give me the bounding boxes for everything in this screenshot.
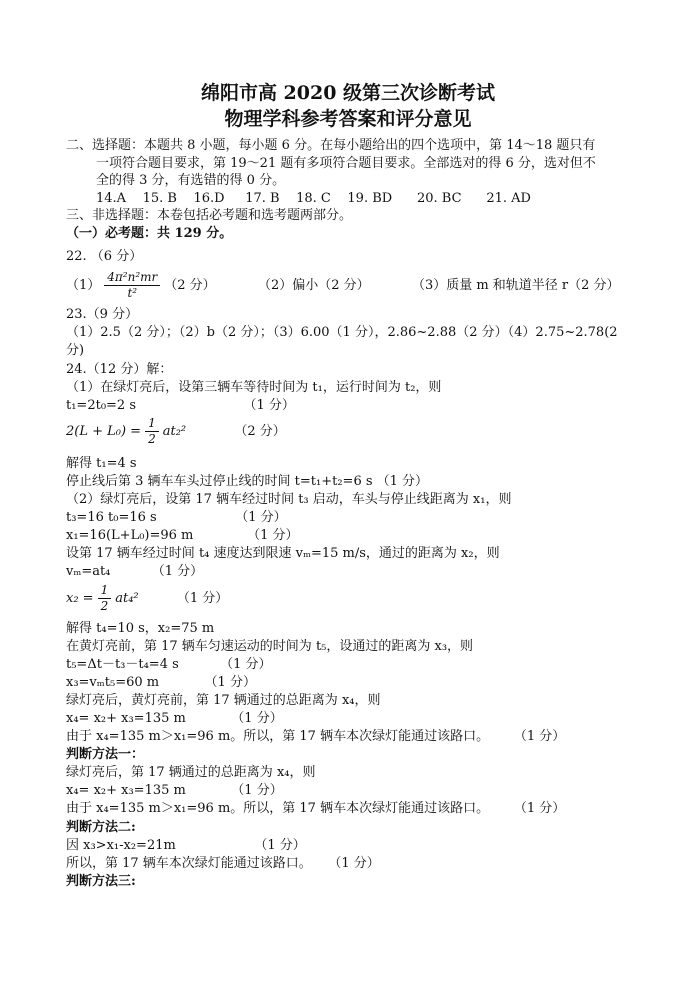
q22-part1-score: （2 分）: [164, 278, 216, 293]
q24-line08: x₁=16(L+L₀)=96 m （1 分）: [66, 528, 299, 543]
section2-intro-1: 二、选择题：本题共 8 小题，每小题 6 分。在每小题给出的四个选项中，第 14～18 题只有: [66, 138, 596, 153]
q24-line07: t₃=16 t₀=16 s （1 分）: [66, 510, 287, 525]
q24-eq1-num: 1: [145, 416, 159, 432]
q22-fraction: [104, 270, 160, 301]
q24-line10: vₘ=at₄ （1 分）: [66, 564, 204, 579]
q22-part3: （3）质量 m 和轨道半径 r（2 分）: [411, 278, 620, 293]
q24-line13: 在黄灯亮前，第 17 辆车匀速运动的时间为 t₅，设通过的距离为 x₃，则: [66, 639, 474, 654]
q24-eq2-num: 1: [98, 583, 112, 599]
q24-line06: （2）绿灯亮后，设第 17 辆车经过时间 t₃ 启动，车头与停止线距离为 x₁，则: [66, 492, 512, 507]
q22-frac-num: 4π²n²mr: [104, 270, 160, 286]
required-heading: （一）必考题：共 129 分。: [66, 226, 233, 241]
q23-head: 23.（9 分）: [66, 307, 139, 322]
q24-line15: x₃=vₘt₅=60 m （1 分）: [66, 675, 256, 690]
doc-title: 绵阳市高 2020 级第三次诊断考试: [200, 82, 496, 104]
doc-subtitle: 物理学科参考答案和评分意见: [224, 108, 472, 130]
q24-line02: t₁=2t₀=2 s （1 分）: [66, 398, 295, 413]
q23-line1: （1）2.5（2 分）；（2）b（2 分）；（3）6.00（1 分），2.86~2.88（2 分）（4）2.75~2.78(2: [66, 325, 618, 340]
q24-line12: 解得 t₄=10 s，x₂=75 m: [66, 621, 215, 636]
q22-frac-den: t²: [127, 286, 138, 300]
q22-part2: （2）偏小（2 分）: [257, 278, 370, 293]
q24-eq2-fraction: [98, 583, 112, 614]
q24-line23: 所以，第 17 辆车本次绿灯能通过该路口。 （1 分）: [66, 856, 380, 871]
method3-heading: 判断方法三:: [66, 874, 136, 889]
q24-line14: t₅=Δt－t₃－t₄=4 s （1 分）: [66, 657, 272, 672]
q22-part1-label: （1）: [66, 278, 101, 293]
q24-line17: x₄= x₂+ x₃=135 m （1 分）: [66, 711, 283, 726]
method2-heading: 判断方法二:: [66, 820, 136, 835]
section2-intro-2: 一项符合题目要求，第 19～21 题有多项符合题目要求。全部选对的得 6 分，选对但不: [96, 156, 596, 171]
q24-eq1-fraction: [145, 416, 159, 447]
q24-eq1-score: （2 分）: [234, 424, 286, 439]
q24-line03: [66, 416, 286, 448]
q24-eq2-score: （1 分）: [176, 591, 229, 606]
q24-eq2-left: x₂ =: [66, 591, 94, 606]
q22-head: 22. （6 分）: [66, 249, 143, 264]
q24-line22: 因 x₃>x₁-x₂=21m （1 分）: [66, 838, 306, 853]
q24-eq1-den: 2: [148, 432, 156, 446]
q24-eq2-right: at₄²: [115, 591, 139, 606]
q24-eq1-left: 2(L + L₀) =: [66, 424, 142, 439]
q24-head: 24.（12 分）解：: [66, 362, 173, 377]
section2-intro-3: 全的得 3 分，有选错的得 0 分。: [96, 173, 286, 188]
q24-line19: 绿灯亮后，第 17 辆通过的总距离为 x₄，则: [66, 765, 316, 780]
method1-heading: 判断方法一：: [66, 747, 145, 762]
section2-answers: 14.A 15. B 16.D 17. B 18. C 19. BD 20. BC 21. AD: [96, 191, 531, 206]
q24-line18: 由于 x₄=135 m＞x₁=96 m。所以，第 17 辆车本次绿灯能通过该路口。 （1 分）: [66, 729, 566, 744]
q24-eq1-right: at₂²: [162, 424, 187, 439]
q23-line2: 分): [66, 343, 85, 358]
q24-line21: 由于 x₄=135 m＞x₁=96 m。所以，第 17 辆车本次绿灯能通过该路口。 （1 分）: [66, 801, 566, 816]
section3-intro: 三、非选择题：本卷包括必考题和选考题两部分。: [66, 208, 353, 223]
q24-eq2-den: 2: [100, 599, 109, 613]
q24-line05: 停止线后第 3 辆车车头过停止线的时间 t=t₁+t₂=6 s （1 分）: [66, 474, 429, 489]
q24-line09: 设第 17 辆车经过时间 t₄ 速度达到限速 vₘ=15 m/s，通过的距离为 x₂，则: [66, 546, 500, 561]
q24-line04: 解得 t₁=4 s: [66, 456, 137, 471]
q24-line01: （1）在绿灯亮后，设第三辆车等待时间为 t₁，运行时间为 t₂，则: [66, 380, 442, 395]
q24-line16: 绿灯亮后，黄灯亮前，第 17 辆通过的总距离为 x₄，则: [66, 693, 381, 708]
q24-line20: x₄= x₂+ x₃=135 m （1 分）: [66, 783, 283, 798]
q22-answer-row: [66, 270, 620, 302]
q24-line11: [66, 583, 228, 615]
